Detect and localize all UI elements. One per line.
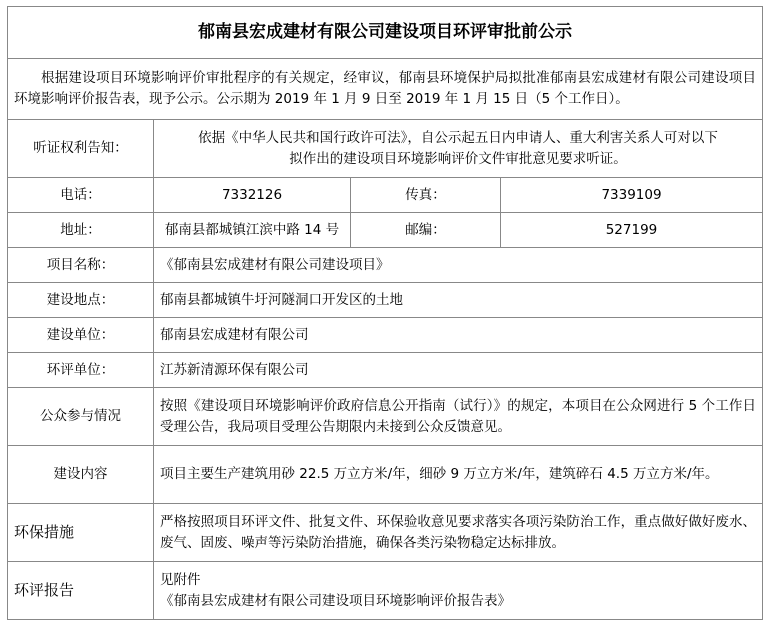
content-text: 项目主要生产建筑用砂 22.5 万立方米/年，细砂 9 万立方米/年，建筑碎石 4.5 万立方米/年。 [154,446,763,504]
fax-value: 7339109 [501,178,763,213]
hearing-row [8,120,763,178]
fax-label: 传真： [351,178,501,213]
phone-label: 电话： [8,178,154,213]
measures-row [8,504,763,562]
content-row [8,446,763,504]
address-value: 郁南县都城镇江滨中路 14 号 [154,213,351,248]
measures-text: 严格按照项目环评文件、批复文件、环保验收意见要求落实各项污染防治工作，重点做好做好废水、废气、固废、噪声等污染防治措施，确保各类污染物稳定达标排放。 [154,504,763,562]
intro-row [8,59,763,120]
report-text [154,562,763,620]
project-name-label: 项目名称： [8,248,154,283]
builder-row [8,318,763,353]
hearing-text [154,120,763,178]
hearing-label: 听证权利告知： [8,120,154,178]
builder-value: 郁南县宏成建材有限公司 [154,318,763,353]
eia-unit-value: 江苏新清源环保有限公司 [154,353,763,388]
eia-unit-row [8,353,763,388]
phone-fax-row [8,178,763,213]
report-row [8,562,763,620]
content-label: 建设内容 [8,446,154,504]
address-postcode-row [8,213,763,248]
phone-value: 7332126 [154,178,351,213]
postcode-label: 邮编： [351,213,501,248]
project-name-value: 《郁南县宏成建材有限公司建设项目》 [154,248,763,283]
hearing-text-line2: 拟作出的建设项目环境影响评价文件审批意见要求听证。 [289,150,627,167]
location-value: 郁南县都城镇牛圩河隧洞口开发区的土地 [154,283,763,318]
location-row [8,283,763,318]
intro-text: 根据建设项目环境影响评价审批程序的有关规定，经审议，郁南县环境保护局拟批准郁南县宏成建材有限公司建设项目环境影响评价报告表，现予公示。公示期为 2019 年 1 月 9 日至 2019 年 1 月 15 日（5 个工作日）。 [8,59,763,120]
measures-label: 环保措施 [8,504,154,562]
report-label: 环评报告 [8,562,154,620]
announcement-table [7,6,763,620]
public-text: 按照《建设项目环境影响评价政府信息公开指南（试行）》的规定，本项目在公众网进行 5 个工作日受理公告，我局项目受理公告期限内未接到公众反馈意见。 [154,388,763,446]
builder-label: 建设单位： [8,318,154,353]
postcode-value: 527199 [501,213,763,248]
address-label: 地址： [8,213,154,248]
title-row [8,7,763,59]
report-line1: 见附件 [160,571,201,588]
eia-unit-label: 环评单位： [8,353,154,388]
public-participation-row [8,388,763,446]
report-link[interactable]: 《郁南县宏成建材有限公司建设项目环境影响评价报告表》 [160,592,511,609]
location-label: 建设地点： [8,283,154,318]
public-label: 公众参与情况 [8,388,154,446]
project-name-row [8,248,763,283]
hearing-text-line1: 依据《中华人民共和国行政许可法》，自公示起五日内申请人、重大利害关系人可对以下 [198,129,718,146]
page-title: 郁南县宏成建材有限公司建设项目环评审批前公示 [8,7,763,59]
